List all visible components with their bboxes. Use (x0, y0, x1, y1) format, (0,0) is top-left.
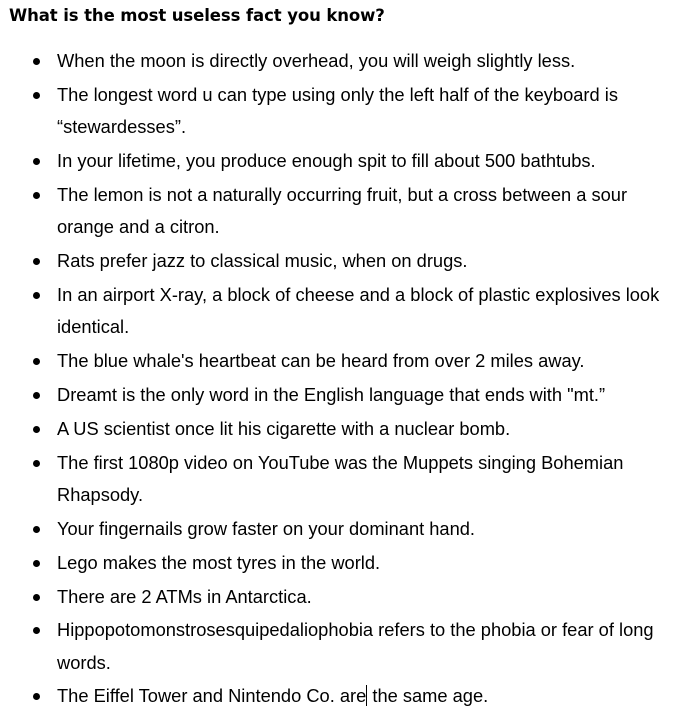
list-item-last (0, 680, 679, 712)
list-item (0, 413, 679, 445)
fact-text: Rats prefer jazz to classical music, when on drugs. (57, 249, 468, 271)
list-item (0, 547, 679, 579)
fact-text: Dreamt is the only word in the English language that ends with "mt.” (57, 383, 606, 405)
list-item (0, 447, 679, 511)
fact-text: In your lifetime, you produce enough spit to fill about 500 bathtubs. (57, 149, 596, 171)
fact-text: Hippopotomonstrosesquipedaliophobia refers to the phobia or fear of long words. (57, 619, 654, 673)
list-item (0, 45, 679, 77)
list-item (0, 581, 679, 613)
fact-text: A US scientist once lit his cigarette with a nuclear bomb. (57, 417, 511, 439)
bullet-icon (33, 460, 40, 467)
bullet-icon (33, 58, 40, 65)
list-item (0, 513, 679, 545)
bullet-icon (33, 292, 40, 299)
bullet-icon (33, 526, 40, 533)
list-item (0, 345, 679, 377)
fact-text: When the moon is directly overhead, you will weigh slightly less. (57, 50, 576, 71)
list-item (0, 79, 679, 143)
fact-text: The longest word u can type using only the left half of the keyboard is “stewardesses”. (57, 83, 618, 138)
list-item (0, 145, 679, 177)
fact-text: The first 1080p video on YouTube was the Muppets singing Bohemian Rhapsody. (57, 451, 624, 505)
facts-list (0, 45, 679, 714)
bullet-icon (33, 358, 40, 365)
fact-text: The lemon is not a naturally occurring fruit, but a cross between a sour orange and a citron. (57, 183, 628, 238)
bullet-icon (33, 258, 40, 265)
fact-text: Lego makes the most tyres in the world. (57, 551, 381, 573)
fact-text-with-caret[interactable] (57, 680, 675, 712)
fact-text-after-caret: the same age. (367, 685, 489, 707)
list-item (0, 379, 679, 411)
list-item (0, 245, 679, 277)
list-item (0, 614, 679, 678)
list-item (0, 279, 679, 343)
bullet-icon (33, 426, 40, 433)
bullet-icon (33, 92, 40, 99)
fact-text-before-caret: The Eiffel Tower and Nintendo Co. are (57, 685, 367, 707)
fact-text: In an airport X-ray, a block of cheese and a block of plastic explosives look identical. (57, 283, 660, 338)
bullet-icon (33, 693, 40, 700)
list-item (0, 179, 679, 243)
bullet-icon (33, 392, 40, 399)
bullet-icon (33, 560, 40, 567)
question-heading: What is the most useless fact you know? (9, 6, 385, 25)
bullet-icon (33, 627, 40, 634)
bullet-icon (33, 192, 40, 199)
fact-text: Your fingernails grow faster on your dominant hand. (57, 517, 476, 539)
fact-text: There are 2 ATMs in Antarctica. (57, 585, 312, 607)
fact-text: The blue whale's heartbeat can be heard from over 2 miles away. (57, 349, 585, 371)
bullet-icon (33, 594, 40, 601)
bullet-icon (33, 158, 40, 165)
